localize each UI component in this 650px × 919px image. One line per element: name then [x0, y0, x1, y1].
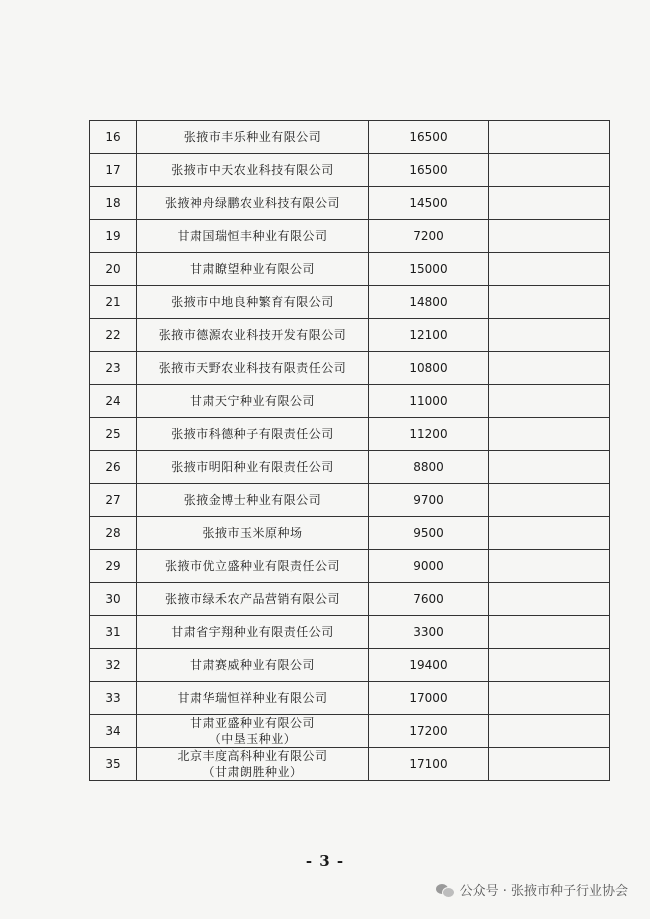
company-name-line: 甘肃天宁种业有限公司 [189, 394, 315, 408]
value-cell: 7200 [369, 220, 489, 253]
table-row [90, 154, 610, 187]
row-number: 21 [90, 286, 137, 319]
row-number: 32 [90, 649, 137, 682]
table-row [90, 352, 610, 385]
row-number: 26 [90, 451, 137, 484]
extra-cell [489, 121, 610, 154]
extra-cell [489, 253, 610, 286]
value-cell: 14500 [369, 187, 489, 220]
extra-cell [489, 352, 610, 385]
company-name-line: （中垦玉种业） [208, 732, 297, 746]
company-name-cell [137, 121, 369, 154]
table-row [90, 286, 610, 319]
company-name-cell [137, 682, 369, 715]
company-name-cell [137, 220, 369, 253]
table-row [90, 121, 610, 154]
row-number: 20 [90, 253, 137, 286]
extra-cell [489, 583, 610, 616]
company-name-cell [137, 517, 369, 550]
value-cell: 9700 [369, 484, 489, 517]
extra-cell [489, 220, 610, 253]
company-name-line: 甘肃省宇翔种业有限责任公司 [171, 625, 334, 639]
company-name-cell [137, 451, 369, 484]
table-row [90, 319, 610, 352]
company-name-line: 甘肃赛威种业有限公司 [189, 658, 315, 672]
value-cell: 16500 [369, 121, 489, 154]
table-row [90, 253, 610, 286]
extra-cell [489, 154, 610, 187]
company-name-cell [137, 550, 369, 583]
company-name-cell [137, 484, 369, 517]
company-name-cell [137, 715, 369, 748]
company-name-line: 北京丰度高科种业有限公司 [177, 749, 328, 763]
value-cell: 8800 [369, 451, 489, 484]
company-name-line: 张掖市德源农业科技开发有限公司 [158, 328, 347, 342]
company-name-line: 甘肃亚盛种业有限公司 [189, 716, 315, 730]
extra-cell [489, 517, 610, 550]
value-cell: 19400 [369, 649, 489, 682]
company-name-line: 张掖金博士种业有限公司 [183, 493, 322, 507]
value-cell: 16500 [369, 154, 489, 187]
company-name-cell [137, 154, 369, 187]
extra-cell [489, 418, 610, 451]
table-row [90, 649, 610, 682]
page-number: - 3 - [305, 852, 345, 870]
table-row [90, 517, 610, 550]
company-name-cell [137, 649, 369, 682]
table-row [90, 748, 610, 781]
company-name-line: （甘肃朗胜种业） [202, 765, 303, 779]
company-name-cell [137, 253, 369, 286]
company-name-line: 张掖神舟绿鹏农业科技有限公司 [164, 196, 340, 210]
extra-cell [489, 319, 610, 352]
table-row [90, 484, 610, 517]
value-cell: 15000 [369, 253, 489, 286]
company-name-line: 甘肃国瑞恒丰种业有限公司 [177, 229, 328, 243]
company-name-line: 张掖市科德种子有限责任公司 [171, 427, 334, 441]
extra-cell [489, 451, 610, 484]
table-row [90, 682, 610, 715]
table-row [90, 385, 610, 418]
table-row [90, 583, 610, 616]
company-name-line: 甘肃华瑞恒祥种业有限公司 [177, 691, 328, 705]
row-number: 18 [90, 187, 137, 220]
company-name-line: 张掖市明阳种业有限责任公司 [171, 460, 334, 474]
value-cell: 11000 [369, 385, 489, 418]
table-body [90, 121, 610, 781]
table-row [90, 616, 610, 649]
table-row [90, 418, 610, 451]
extra-cell [489, 748, 610, 781]
company-name-cell [137, 616, 369, 649]
watermark-text: 公众号 · 张掖市种子行业协会 [459, 884, 628, 899]
value-cell: 17000 [369, 682, 489, 715]
company-name-line: 张掖市玉米原种场 [202, 526, 303, 540]
extra-cell [489, 385, 610, 418]
row-number: 31 [90, 616, 137, 649]
company-name-line: 张掖市丰乐种业有限公司 [183, 130, 322, 144]
row-number: 25 [90, 418, 137, 451]
row-number: 34 [90, 715, 137, 748]
row-number: 33 [90, 682, 137, 715]
company-name-line: 张掖市天野农业科技有限责任公司 [158, 361, 347, 375]
value-cell: 17100 [369, 748, 489, 781]
row-number: 22 [90, 319, 137, 352]
row-number: 30 [90, 583, 137, 616]
table-row [90, 715, 610, 748]
extra-cell [489, 484, 610, 517]
value-cell: 10800 [369, 352, 489, 385]
company-name-cell [137, 352, 369, 385]
company-name-line: 甘肃瞭望种业有限公司 [189, 262, 315, 276]
value-cell: 14800 [369, 286, 489, 319]
extra-cell [489, 616, 610, 649]
value-cell: 7600 [369, 583, 489, 616]
table-row [90, 187, 610, 220]
value-cell: 9500 [369, 517, 489, 550]
company-name-cell [137, 748, 369, 781]
extra-cell [489, 649, 610, 682]
table-row [90, 451, 610, 484]
company-name-cell [137, 418, 369, 451]
company-name-line: 张掖市中天农业科技有限公司 [171, 163, 334, 177]
company-name-line: 张掖市优立盛种业有限责任公司 [164, 559, 340, 573]
table-row [90, 550, 610, 583]
row-number: 17 [90, 154, 137, 187]
value-cell: 9000 [369, 550, 489, 583]
company-name-line: 张掖市中地良种繁育有限公司 [171, 295, 334, 309]
row-number: 29 [90, 550, 137, 583]
extra-cell [489, 286, 610, 319]
value-cell: 17200 [369, 715, 489, 748]
company-name-line: 张掖市绿禾农产品营销有限公司 [164, 592, 340, 606]
company-name-cell [137, 583, 369, 616]
wechat-icon [436, 883, 454, 897]
extra-cell [489, 550, 610, 583]
table-row [90, 220, 610, 253]
seed-company-table [89, 120, 610, 781]
extra-cell [489, 187, 610, 220]
company-name-cell [137, 385, 369, 418]
value-cell: 3300 [369, 616, 489, 649]
value-cell: 12100 [369, 319, 489, 352]
watermark [436, 880, 628, 899]
row-number: 16 [90, 121, 137, 154]
row-number: 19 [90, 220, 137, 253]
extra-cell [489, 682, 610, 715]
value-cell: 11200 [369, 418, 489, 451]
company-name-cell [137, 187, 369, 220]
row-number: 27 [90, 484, 137, 517]
row-number: 28 [90, 517, 137, 550]
company-name-cell [137, 319, 369, 352]
extra-cell [489, 715, 610, 748]
row-number: 35 [90, 748, 137, 781]
company-name-cell [137, 286, 369, 319]
row-number: 23 [90, 352, 137, 385]
row-number: 24 [90, 385, 137, 418]
